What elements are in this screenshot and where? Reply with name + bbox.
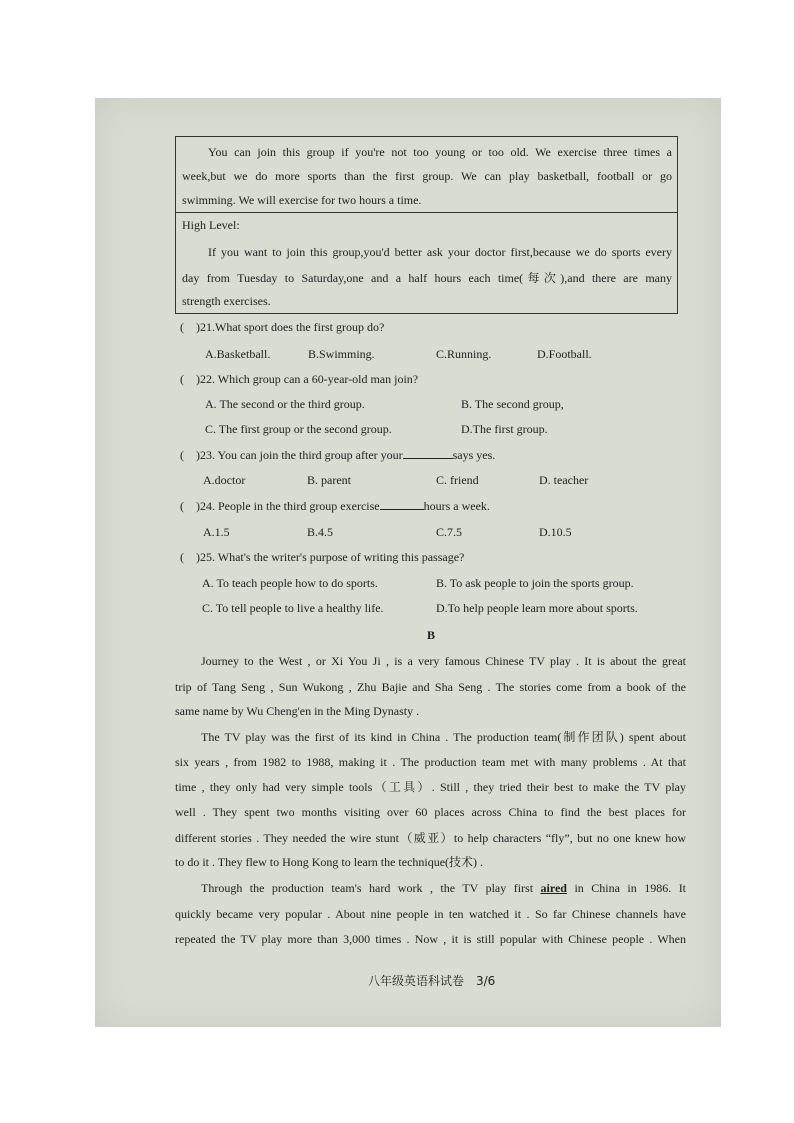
- question-25: ( )25. What's the writer's purpose of writing this passage?: [180, 550, 465, 564]
- option-21-b: B.Swimming.: [308, 347, 375, 361]
- option-24-c: C.7.5: [436, 525, 463, 539]
- passage-line: quickly became very popular . About nine people in ten watched it . So far Chinese channels have: [175, 907, 686, 921]
- answer-paren[interactable]: (: [180, 320, 184, 334]
- option-22-a: A. The second or the third group.: [205, 397, 365, 411]
- passage-line: well . They spent two months visiting over 60 places across China to find the best places for: [175, 805, 686, 819]
- option-23-c: C. friend: [436, 473, 479, 487]
- box-line: If you want to join this group,you'd better ask your doctor first,because we do sports every: [208, 245, 672, 259]
- option-22-d: D.The first group.: [461, 422, 548, 436]
- option-25-c: C. To tell people to live a healthy life.: [202, 601, 384, 615]
- fill-blank[interactable]: [380, 498, 424, 510]
- option-23-b: B. parent: [307, 473, 351, 487]
- option-24-d: D.10.5: [539, 525, 572, 539]
- option-25-a: A. To teach people how to do sports.: [202, 576, 378, 590]
- fill-blank[interactable]: [403, 447, 453, 459]
- passage-line: six years , from 1982 to 1988, making it . The production team met with many problems . At that: [175, 755, 686, 769]
- question-21: ( )21.What sport does the first group do?: [180, 320, 385, 334]
- group-info-box: [175, 136, 678, 314]
- exam-page: [95, 98, 721, 1027]
- question-24: ( )24. People in the third group exercise hours a week.: [180, 499, 490, 513]
- option-23-a: A.doctor: [203, 473, 246, 487]
- box-line: day from Tuesday to Saturday,one and a half hours each time(每次),and there are many: [182, 271, 672, 285]
- option-21-d: D.Football.: [537, 347, 592, 361]
- option-25-b: B. To ask people to join the sports group.: [436, 576, 634, 590]
- option-23-d: D. teacher: [539, 473, 589, 487]
- passage-line: Through the production team's hard work , the TV play first aired in China in 1986. It: [201, 881, 687, 895]
- passage-line: Journey to the West , or Xi You Ji , is a very famous Chinese TV play . It is about the great: [201, 654, 686, 668]
- option-24-a: A.1.5: [203, 525, 230, 539]
- answer-paren[interactable]: (: [180, 550, 184, 564]
- option-22-b: B. The second group,: [461, 397, 564, 411]
- answer-paren[interactable]: (: [180, 372, 184, 386]
- question-22: ( )22. Which group can a 60-year-old man join?: [180, 372, 419, 386]
- passage-line: same name by Wu Cheng'en in the Ming Dynasty .: [175, 704, 420, 718]
- box-divider: [176, 212, 677, 213]
- page-footer: 八年级英语科试卷 3/6: [368, 974, 496, 988]
- passage-line: different stories . They needed the wire stunt（威亚）to help characters “fly”, but no one knew how: [175, 831, 686, 845]
- high-level-title: High Level:: [182, 218, 240, 232]
- option-25-d: D.To help people learn more about sports.: [436, 601, 638, 615]
- box-line: You can join this group if you're not too young or too old. We exercise three times a: [208, 145, 672, 159]
- passage-line: to do it . They flew to Hong Kong to learn the technique(技术) .: [175, 855, 484, 869]
- question-23: ( )23. You can join the third group after your says yes.: [180, 448, 496, 462]
- passage-line: trip of Tang Seng , Sun Wukong , Zhu Bajie and Sha Seng . The stories come from a book of the: [175, 680, 686, 694]
- option-21-a: A.Basketball.: [205, 347, 271, 361]
- option-21-c: C.Running.: [436, 347, 492, 361]
- option-22-c: C. The first group or the second group.: [205, 422, 392, 436]
- underlined-word: aired: [540, 881, 567, 895]
- answer-paren[interactable]: (: [180, 499, 184, 513]
- box-line: swimming. We will exercise for two hours a time.: [182, 193, 422, 207]
- passage-line: time , they only had very simple tools（工具）. Still , they tried their best to make the TV play: [175, 780, 686, 794]
- option-24-b: B.4.5: [307, 525, 334, 539]
- passage-line: repeated the TV play more than 3,000 times . Now , it is still popular with Chinese people . When: [175, 932, 686, 946]
- section-heading: B: [427, 628, 436, 642]
- answer-paren[interactable]: (: [180, 448, 184, 462]
- box-line: week,but we do more sports than the first group. We can play basketball, football or go: [182, 169, 672, 183]
- passage-line: The TV play was the first of its kind in China . The production team(制作团队) spent about: [201, 730, 686, 744]
- box-line: strength exercises.: [182, 294, 271, 308]
